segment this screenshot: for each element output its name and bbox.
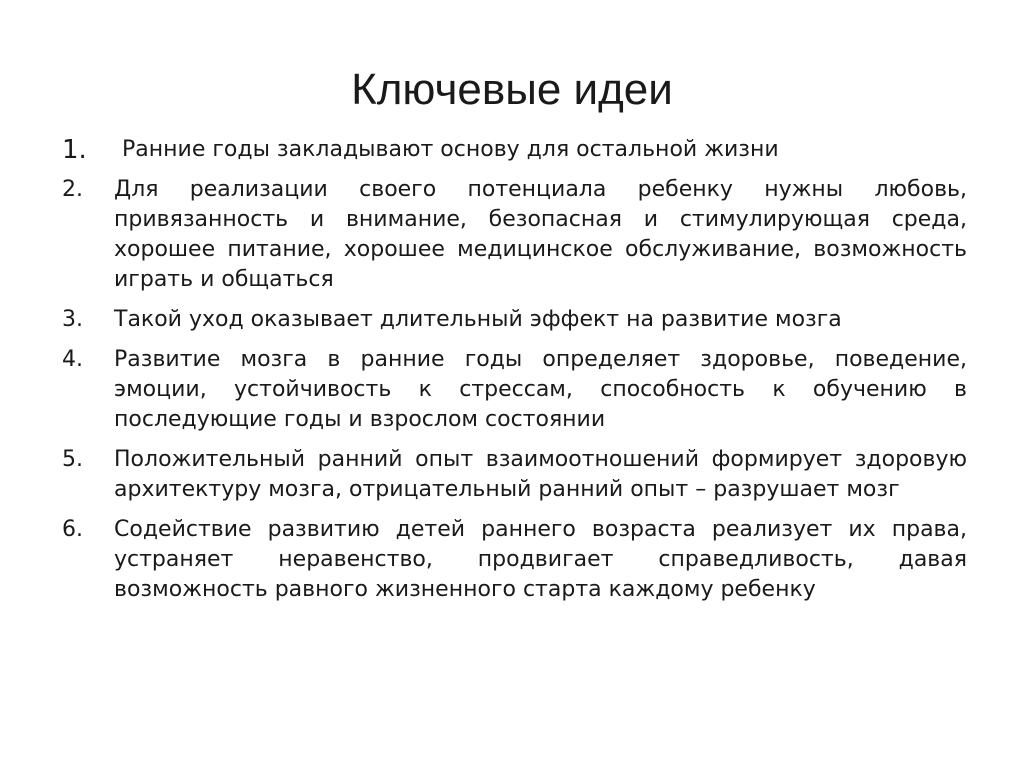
item-text: Для реализации своего потенциала ребенку нужны любовь, привязанность и внимание, безопасная и стимулирующая среда, хорошее питание, хорошее медицинское обслуживание, возможность играть и общаться [114,177,967,292]
item-text: Такой уход оказывает длительный эффект на развитие мозга [114,307,842,332]
item-text: Положительный ранний опыт взаимоотношений формирует здоровую архитектуру мозга, отрицательный ранний опыт – разрушает мозг [114,447,967,502]
item-number: 2. [62,177,83,202]
item-number: 3. [62,307,83,332]
list-item [62,345,967,435]
item-number: 1. [62,135,87,165]
key-ideas-list [62,135,967,615]
list-item [62,175,967,295]
item-number: 6. [62,517,83,542]
list-item [62,445,967,505]
item-number: 5. [62,447,83,472]
slide-title: Ключевые идеи [351,65,673,114]
item-text: Развитие мозга в ранние годы определяет здоровье, поведение, эмоции, устойчивость к стрессам, способность к обучению в последующие годы и взрослом состоянии [114,347,967,432]
item-text: Содействие развитию детей раннего возраста реализует их права, устраняет неравенство, продвигает справедливость, давая возможность равного жизненного старта каждому ребенку [114,517,967,602]
item-number: 4. [62,347,83,372]
list-item [62,305,967,335]
list-item [62,515,967,605]
list-item [62,135,967,165]
item-text: Ранние годы закладывают основу для остальной жизни [122,137,779,162]
